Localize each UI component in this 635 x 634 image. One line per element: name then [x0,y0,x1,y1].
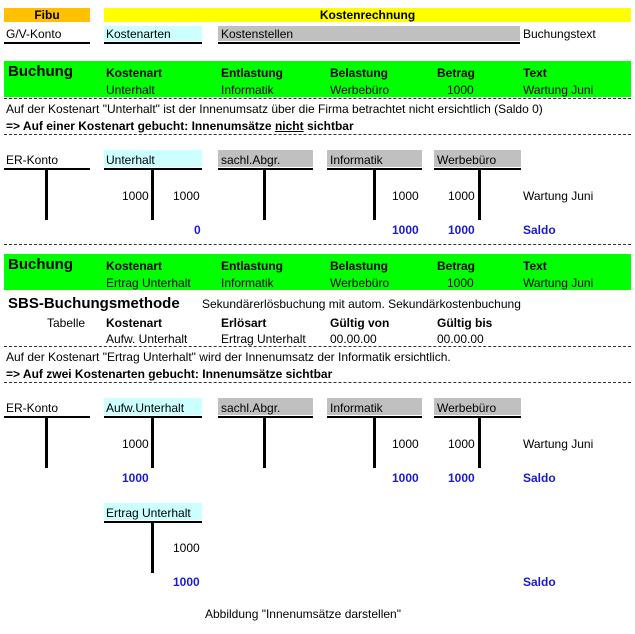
booking1-h-text: Text [523,66,547,80]
dashed-divider [4,98,631,99]
t3-ertrag-credit: 1000 [173,541,200,555]
t1-unterhalt-label: Unterhalt [106,153,155,167]
sbs-h-gueltig-bis: Gültig bis [437,316,493,330]
t1-unterhalt-stem [151,168,154,220]
t1-werbebuero-stem [478,168,481,220]
note2: Auf der Kostenart "Ertrag Unterhalt" wird der Innenumsatz der Informatik ersichtlich. [6,350,451,364]
booking2-h-kostenart: Kostenart [106,259,163,273]
kostenstellen-underline [218,42,520,44]
t2-saldo-label: Saldo [523,471,556,485]
t2-informatik-credit: 1000 [392,437,419,451]
booking2-v-entlastung: Informatik [221,276,274,290]
t1-unterhalt-credit: 1000 [173,189,200,203]
t2-aufw-label: Aufw.Unterhalt [106,401,185,415]
t2-saldo-werbebuero: 1000 [448,471,475,485]
booking1-v-kostenart: Unterhalt [106,83,155,97]
booking1-v-betrag: 1000 [447,83,474,97]
booking1-v-belastung: Werbebüro [330,83,390,97]
t2-sachl-label: sachl.Abgr. [221,401,281,415]
t1-werbebuero-label: Werbebüro [437,153,497,167]
sbs-h-erloesart: Erlösart [221,316,267,330]
booking2-h-betrag: Betrag [437,259,476,273]
t1-sachl-stem [263,168,266,220]
t3-ertrag-label: Ertrag Unterhalt [106,506,191,520]
t2-aufw-stem [151,416,154,468]
gv-konto-label: G/V-Konto [6,27,62,41]
sbs-h-gueltig-von: Gültig von [330,316,390,330]
booking1-h-belastung: Belastung [330,66,389,80]
t2-er-konto-stem [45,416,48,468]
booking1-h-betrag: Betrag [437,66,476,80]
booking2-h-entlastung: Entlastung [221,259,283,273]
t1-unterhalt-debit: 1000 [122,189,149,203]
gv-konto-underline [4,42,90,44]
fibu-label: Fibu [34,8,60,22]
t3-saldo-label: Saldo [523,575,556,589]
booking2-v-betrag: 1000 [447,276,474,290]
sbs-h-kostenart: Kostenart [106,316,163,330]
booking2-title: Buchung [8,256,73,273]
kostenstellen-label: Kostenstellen [221,27,294,41]
t1-er-konto-label: ER-Konto [6,153,59,167]
sbs-v-gueltig-bis: 00.00.00 [437,332,484,346]
booking1-v-entlastung: Informatik [221,83,274,97]
booking1-h-kostenart: Kostenart [106,66,163,80]
dashed-divider [4,134,631,135]
t1-informatik-label: Informatik [330,153,383,167]
t2-saldo-informatik: 1000 [392,471,419,485]
t1-er-konto-stem [45,168,48,220]
booking2-v-text: Wartung Juni [523,276,594,290]
t1-sachl-label: sachl.Abgr. [221,153,281,167]
booking1-title: Buchung [8,63,73,80]
booking2-v-kostenart: Ertrag Unterhalt [106,276,191,290]
booking2-h-belastung: Belastung [330,259,389,273]
conclusion1-suffix: sichtbar [303,119,354,133]
t2-werbebuero-label: Werbebüro [437,401,497,415]
t2-buchungstext: Wartung Juni [523,437,594,451]
conclusion2: => Auf zwei Kostenarten gebucht: Innenumsätze sichtbar [6,367,333,381]
dashed-divider [4,346,631,347]
sbs-v-kostenart: Aufw. Unterhalt [106,332,188,346]
sbs-tabelle: Tabelle [47,316,86,330]
dashed-divider [4,244,631,245]
t2-informatik-label: Informatik [330,401,383,415]
buchungstext-label: Buchungstext [523,27,596,41]
booking1-v-text: Wartung Juni [523,83,594,97]
booking2-h-text: Text [523,259,547,273]
booking2-v-belastung: Werbebüro [330,276,390,290]
t1-saldo-label: Saldo [523,223,556,237]
t1-informatik-credit: 1000 [392,189,419,203]
t2-aufw-debit: 1000 [122,437,149,451]
t2-werbebuero-stem [478,416,481,468]
kostenarten-label: Kostenarten [106,27,171,41]
t2-saldo-aufw: 1000 [122,471,149,485]
t2-werbebuero-debit: 1000 [448,437,475,451]
t1-werbebuero-debit: 1000 [448,189,475,203]
caption: Abbildung "Innenumsätze darstellen" [205,607,401,621]
sbs-v-erloesart: Ertrag Unterhalt [221,332,306,346]
conclusion1-prefix: => Auf einer Kostenart gebucht: Innenumsätze [6,119,275,133]
t3-ertrag-stem [151,521,154,573]
conclusion1 [6,119,354,133]
note1: Auf der Kostenart "Unterhalt" ist der Innenumsatz über die Firma betrachtet nicht ersichtlich (Saldo 0) [6,102,543,116]
t1-informatik-stem [373,168,376,220]
sbs-desc: Sekundärerlösbuchung mit autom. Sekundärkostenbuchung [202,297,521,311]
sbs-v-gueltig-von: 00.00.00 [330,332,377,346]
t2-sachl-stem [263,416,266,468]
dashed-divider [4,382,631,383]
booking1-h-entlastung: Entlastung [221,66,283,80]
sbs-title: SBS-Buchungsmethode [8,295,180,312]
kostenarten-underline [104,42,202,44]
t1-buchungstext: Wartung Juni [523,189,594,203]
t2-er-konto-label: ER-Konto [6,401,59,415]
t2-informatik-stem [373,416,376,468]
t1-saldo-unterhalt: 0 [194,223,201,237]
t1-saldo-informatik: 1000 [392,223,419,237]
kostenrechnung-label: Kostenrechnung [319,8,416,22]
t3-saldo-ertrag: 1000 [173,575,200,589]
conclusion1-emph: nicht [274,119,304,133]
t1-saldo-werbebuero: 1000 [448,223,475,237]
